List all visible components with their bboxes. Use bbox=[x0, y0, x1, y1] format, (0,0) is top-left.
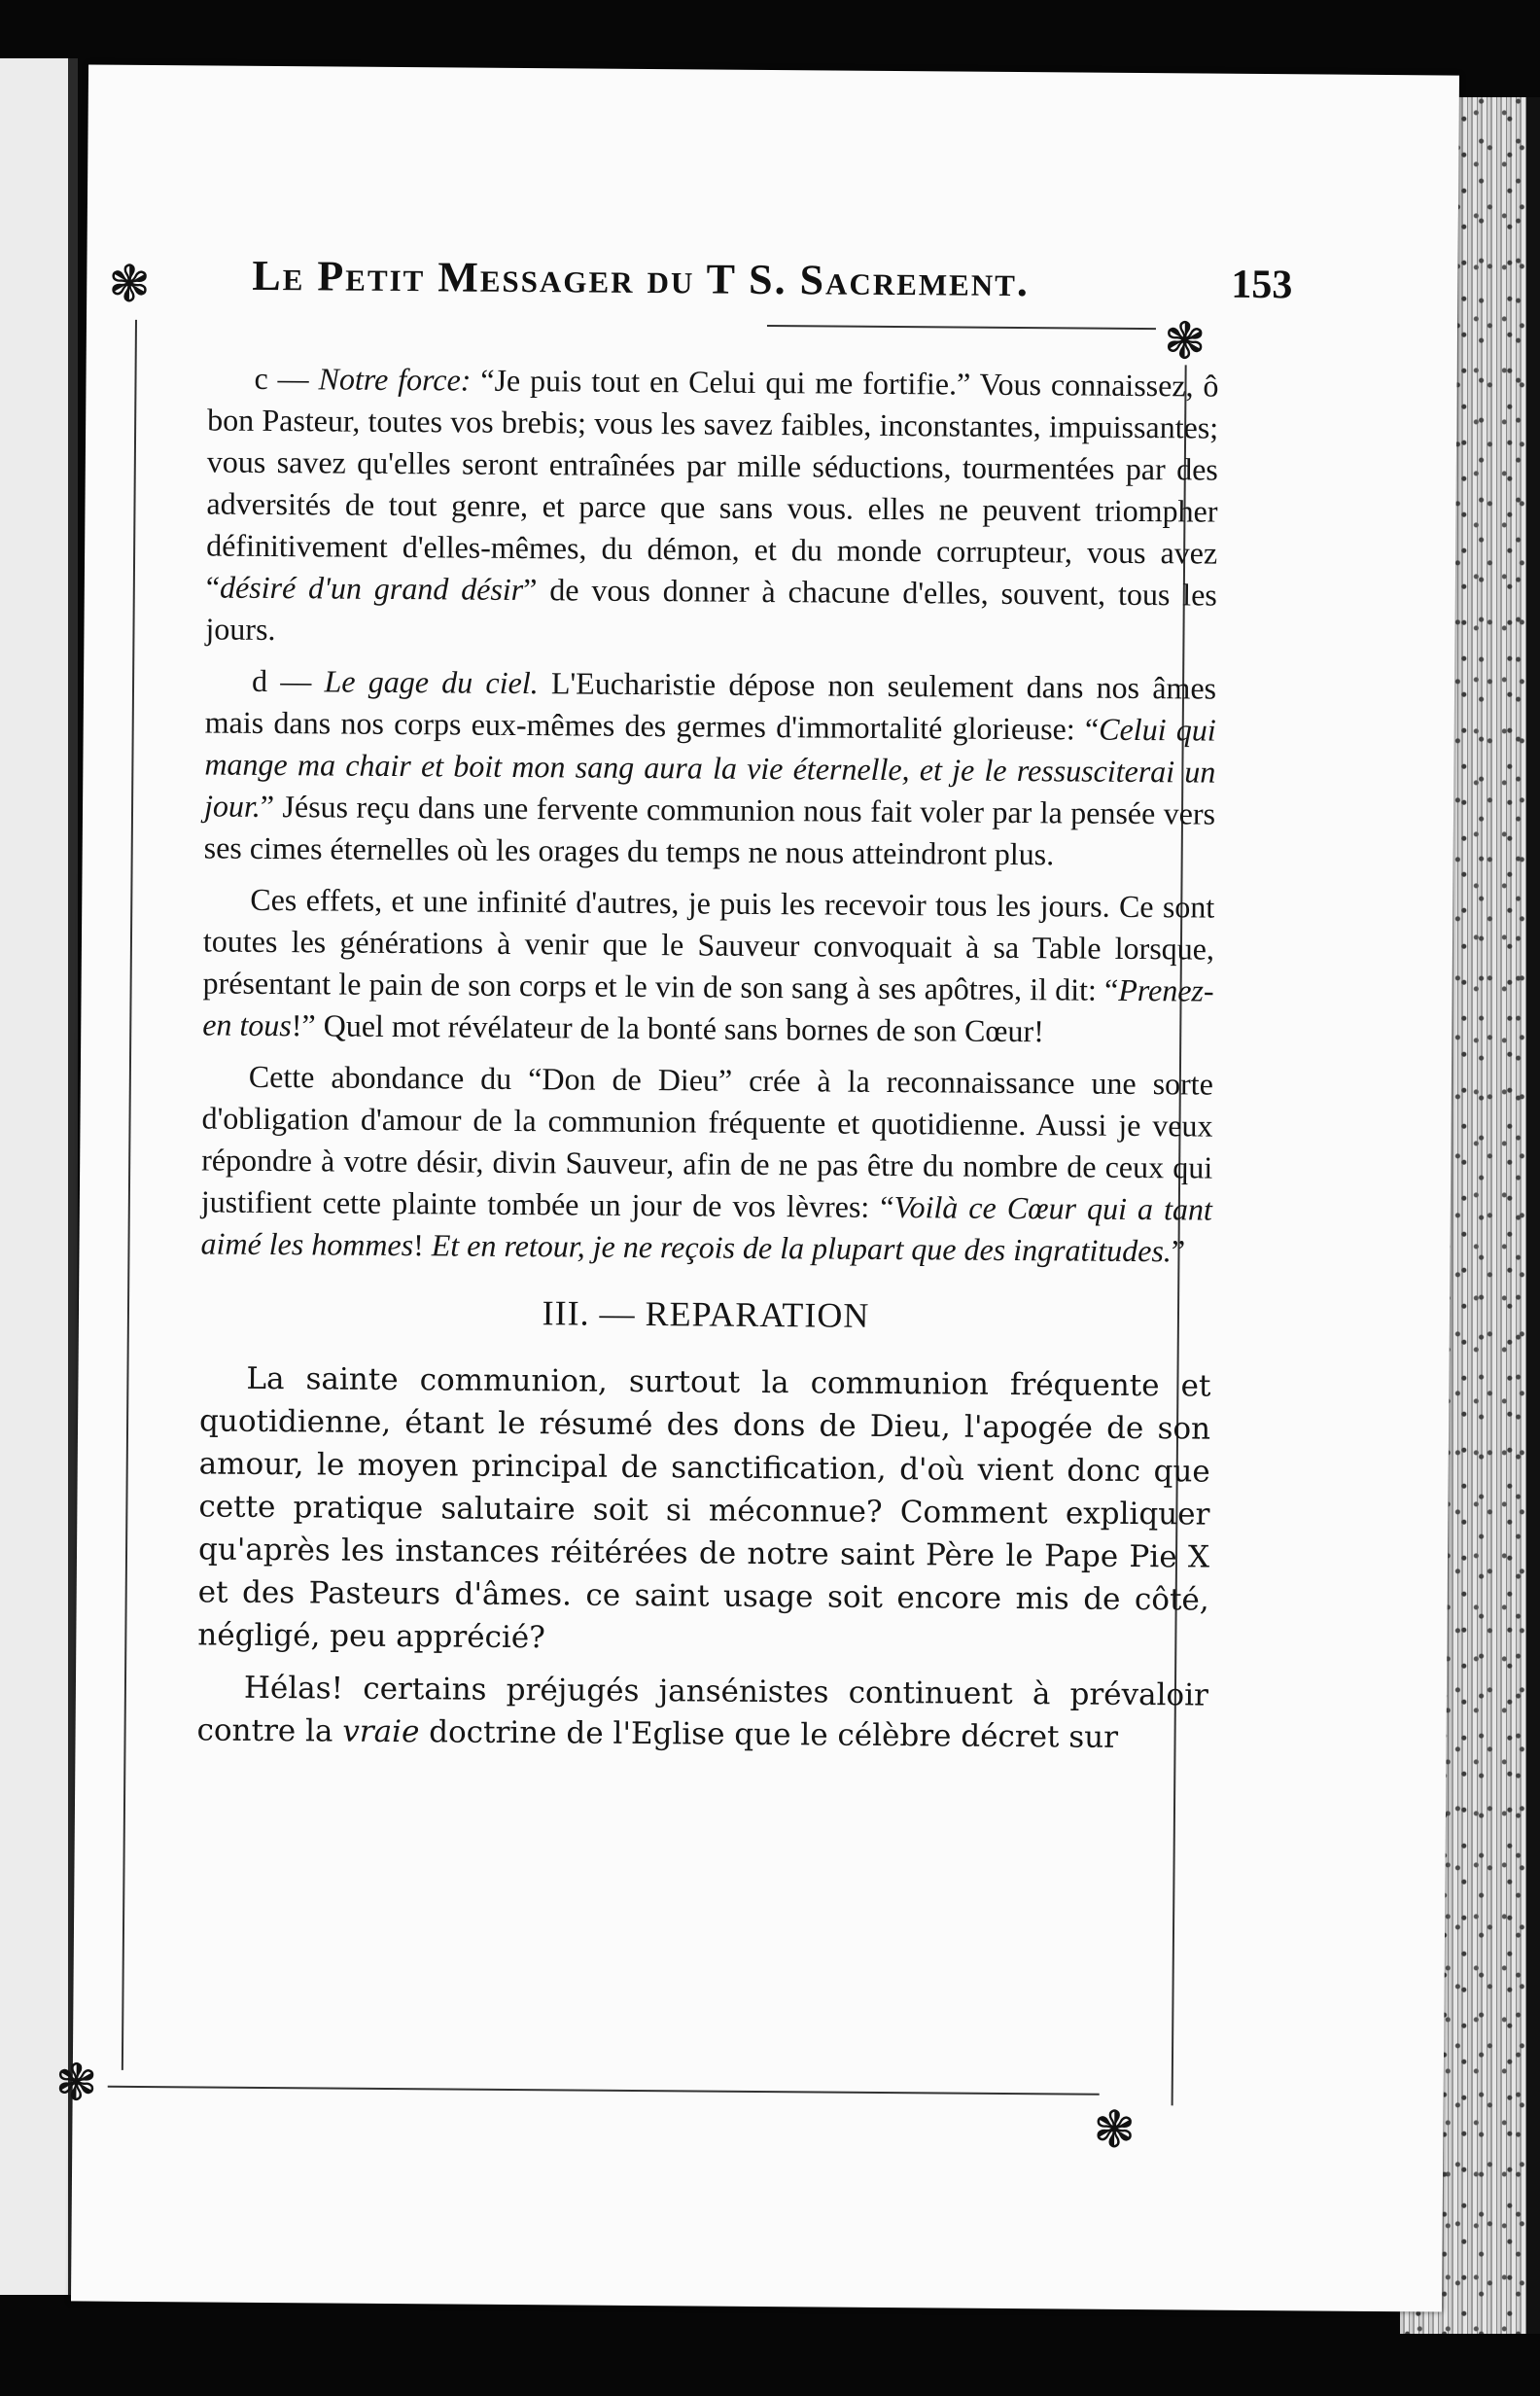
paragraph-c: c — Notre force: “Je puis tout en Celui qui me fortifie.” Vous connaissez, ô bon Pasteur, toutes vos brebis; vous les savez faibles, inconstantes, impuissantes; vous savez qu'elles seront entraînées par mille séductions, tourmentées par des adversités de tout genre, et parce que sans vous. elles ne peuvent triompher définitivement d'elles-mêmes, du démon, et du monde corrupteur, vous avez “désiré d'un grand désir” de vous donner à chacune d'elles, souvent, tous les jours. bbox=[205, 360, 1219, 648]
frame-left-rule bbox=[122, 320, 137, 2070]
paragraph-d: d — Le gage du ciel. L'Eucharistie dépose non seulement dans nos âmes mais dans nos corps eux-mêmes des germes d'immortalité glorieuse: “Celui qui mange ma chair et boit mon sang aura la vie éternelle, et je le ressusciterai un jour.” Jésus reçu dans une fervente communion nous fait voler par la pensée vers ses cimes éternelles où les orages du temps ne nous atteindront plus. bbox=[203, 662, 1217, 872]
page-number: 153 bbox=[1231, 262, 1293, 308]
paragraph-abundance: Cette abondance du “Don de Dieu” crée à la reconnaissance une sorte d'obligation d'amour de la communion fréquente et quotidienne. Aussi je veux répondre à votre désir, divin Sauveur, afin de ne pas être du nombre de ceux qui justifient cette plainte tombée un jour de vos lèvres: “Voilà ce Cœur qui a tant aimé les hommes! Et en retour, je ne reçois de la plupart que des ingratitudes.” bbox=[200, 1058, 1213, 1269]
frame-top-rule bbox=[767, 325, 1156, 330]
flower-ornament-icon: ❃ bbox=[1163, 312, 1207, 371]
flower-ornament-icon: ❃ bbox=[54, 2054, 98, 2113]
frame-bottom-rule bbox=[108, 2086, 1100, 2096]
book-page bbox=[54, 64, 1459, 2311]
paragraph-jansenist: Hélas! certains préjugés jansénistes continuent à prévaloir contre la vraie doctrine de l'Eglise que le célèbre décret sur bbox=[196, 1670, 1209, 1755]
flower-ornament-icon: ❃ bbox=[108, 255, 152, 315]
running-title: Le Petit Messager du T S. Sacrement. bbox=[252, 251, 1031, 306]
running-header bbox=[252, 251, 1292, 308]
paragraph-effects: Ces effets, et une infinité d'autres, je puis les recevoir tous les jours. Ce sont toutes les générations à venir que le Sauveur convoquait à sa Table lorsque, présentant le pain de son corps et le vin de son sang à ses apôtres, il dit: “Prenez-en tous!” Quel mot révélateur de la bonté sans bornes de son Cœur! bbox=[202, 881, 1215, 1049]
section-heading: III. — REPARATION bbox=[542, 1293, 870, 1335]
paragraph-holy-communion: La sainte communion, surtout la communion fréquente et quotidienne, étant le résumé des dons de Dieu, l'apogée de son amour, le moyen principal de sanctification, d'où vient donc que cette pratique salutaire soit si méconnue? Comment expliquer qu'après les instances réitérées de notre saint Père le Pape Pie X et des Pasteurs d'âmes. ce saint usage soit encore mis de côté, négligé, peu apprécié? bbox=[197, 1360, 1211, 1656]
previous-page-edge bbox=[0, 58, 78, 2295]
page-body bbox=[196, 357, 1218, 1759]
flower-ornament-icon: ❃ bbox=[1093, 2100, 1137, 2161]
